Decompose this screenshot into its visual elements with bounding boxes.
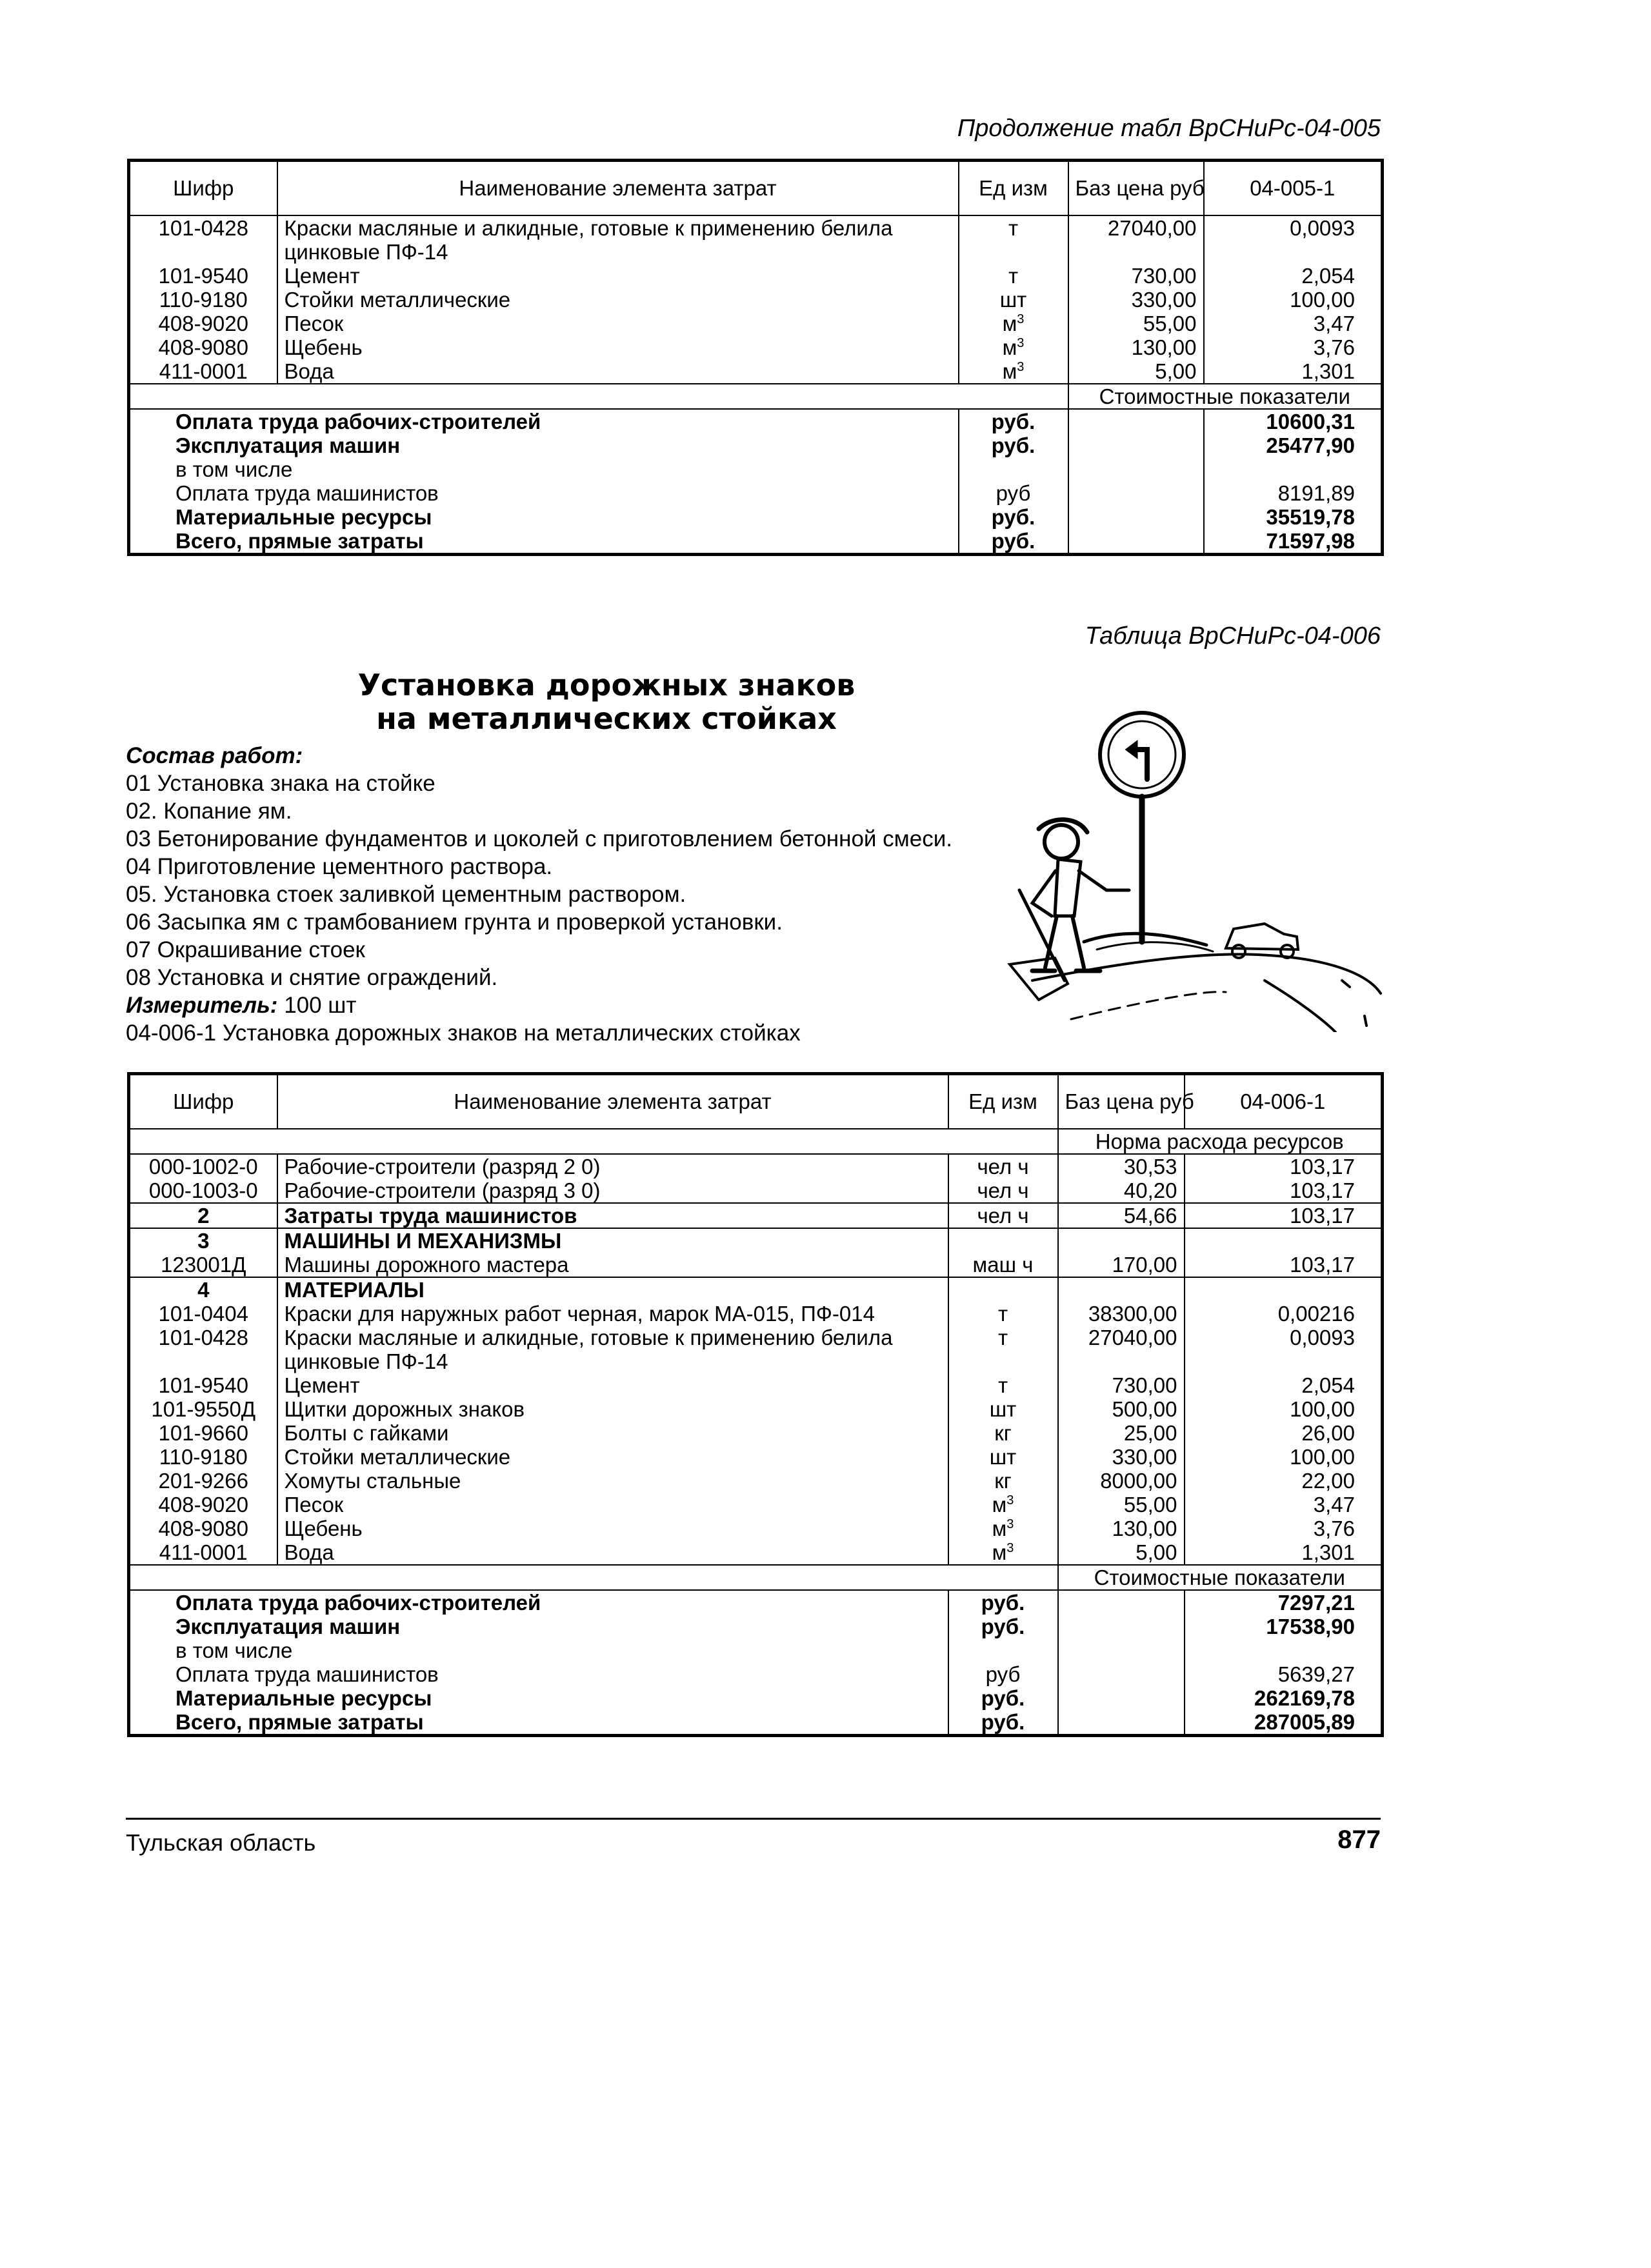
cost-price xyxy=(1058,1590,1185,1615)
value-cell: 103,17 xyxy=(1185,1179,1383,1203)
value-cell: 3,47 xyxy=(1185,1493,1383,1517)
code-cell: 000-1002-0 xyxy=(129,1154,277,1179)
name-cell: Вода xyxy=(277,359,959,384)
unit-cell: $м^3$ xyxy=(959,335,1068,359)
unit-cell: $м^3$ xyxy=(959,359,1068,384)
cost-unit xyxy=(959,457,1068,481)
resource-row xyxy=(129,1397,1383,1421)
header-name: Наименование элемента затрат xyxy=(277,161,959,216)
table-caption: Таблица ВрСНиРс-04-006 xyxy=(1085,622,1381,650)
work-composition xyxy=(126,742,1029,1047)
value-cell: 0,0093 xyxy=(1204,215,1383,264)
cost-price xyxy=(1068,433,1204,457)
name-cell: Хомуты стальные xyxy=(277,1469,948,1493)
cost-value: 17538,90 xyxy=(1185,1615,1383,1638)
resource-row xyxy=(129,264,1383,288)
header-name: Наименование элемента затрат xyxy=(277,1074,948,1129)
code-cell: 408-9080 xyxy=(129,335,277,359)
header-unit: Ед изм xyxy=(948,1074,1058,1129)
value-cell: 100,00 xyxy=(1185,1445,1383,1469)
value-cell: 100,00 xyxy=(1185,1397,1383,1421)
cost-row xyxy=(129,409,1383,433)
unit-cell: $м^3$ xyxy=(948,1517,1058,1540)
unit-cell: $м^3$ xyxy=(948,1493,1058,1517)
price-cell: 5,00 xyxy=(1058,1540,1185,1565)
name-cell: Стойки металлические xyxy=(277,288,959,312)
value-cell: 3,47 xyxy=(1204,312,1383,335)
subheader-spacer xyxy=(129,384,1068,409)
cost-price xyxy=(1058,1686,1185,1710)
resource-row xyxy=(129,335,1383,359)
work-item: 06 Засыпка ям с трамбованием грунта и проверкой установки. xyxy=(126,910,783,935)
value-cell: 22,00 xyxy=(1185,1469,1383,1493)
name-cell: Песок xyxy=(277,1493,948,1517)
cost-name: в том числе xyxy=(129,457,959,481)
price-cell: 500,00 xyxy=(1058,1397,1185,1421)
cost-value xyxy=(1185,1638,1383,1662)
resource-row xyxy=(129,1421,1383,1445)
cost-row xyxy=(129,1662,1383,1686)
unit-cell xyxy=(948,1228,1058,1253)
value-cell xyxy=(1185,1228,1383,1253)
unit-cell: маш ч xyxy=(948,1253,1058,1277)
unit-exponent: 3 xyxy=(1006,1517,1014,1531)
code-cell: 101-0404 xyxy=(129,1302,277,1326)
cost-price xyxy=(1068,481,1204,505)
price-cell: 55,00 xyxy=(1058,1493,1185,1517)
code-cell: 408-9080 xyxy=(129,1517,277,1540)
resource-row xyxy=(129,215,1383,264)
name-cell: Рабочие-строители (разряд 3 0) xyxy=(277,1179,948,1203)
header-code: Шифр xyxy=(129,1074,277,1129)
meter-value: 100 шт xyxy=(284,993,357,1018)
subheader-label: Стоимостные показатели xyxy=(1068,384,1383,409)
price-cell: 54,66 xyxy=(1058,1203,1185,1228)
unit-cell: шт xyxy=(948,1445,1058,1469)
section-code: 2 xyxy=(129,1203,277,1228)
code-cell: 411-0001 xyxy=(129,1540,277,1565)
resource-row xyxy=(129,1326,1383,1373)
unit-exponent: 3 xyxy=(1017,312,1025,326)
unit-cell xyxy=(948,1277,1058,1302)
table-header-row xyxy=(129,161,1383,216)
unit-cell: $м^3$ xyxy=(948,1540,1058,1565)
unit-cell: $м^3$ xyxy=(959,312,1068,335)
price-cell: 30,53 xyxy=(1058,1154,1185,1179)
name-cell: Вода xyxy=(277,1540,948,1565)
value-cell: 26,00 xyxy=(1185,1421,1383,1445)
subheader-spacer xyxy=(129,1565,1058,1590)
cost-row xyxy=(129,505,1383,529)
unit-exponent: 3 xyxy=(1017,336,1025,350)
resource-row xyxy=(129,288,1383,312)
value-cell: 103,17 xyxy=(1185,1253,1383,1277)
price-cell: 40,20 xyxy=(1058,1179,1185,1203)
meter-label: Измеритель: xyxy=(126,993,278,1018)
cost-unit: руб. xyxy=(948,1686,1058,1710)
subheader-label: Норма расхода ресурсов xyxy=(1058,1129,1383,1154)
cost-unit: руб. xyxy=(959,505,1068,529)
header-norm: 04-006-1 xyxy=(1185,1074,1383,1129)
name-cell: Цемент xyxy=(277,264,959,288)
cost-name: Оплата труда машинистов xyxy=(129,481,959,505)
cost-row xyxy=(129,1638,1383,1662)
name-cell: Краски масляные и алкидные, готовые к применению белила цинковые ПФ-14 xyxy=(277,1326,948,1373)
work-item: 03 Бетонирование фундаментов и цоколей с приготовлением бетонной смеси. xyxy=(126,826,952,851)
price-cell: 38300,00 xyxy=(1058,1302,1185,1326)
name-cell: Щитки дорожных знаков xyxy=(277,1397,948,1421)
table-header-row xyxy=(129,1074,1383,1129)
unit-cell: т xyxy=(948,1326,1058,1373)
work-item: 07 Окрашивание стоек xyxy=(126,937,365,962)
resource-row xyxy=(129,1373,1383,1397)
cost-price xyxy=(1068,505,1204,529)
name-cell: Песок xyxy=(277,312,959,335)
work-item: 05. Установка стоек заливкой цементным раствором. xyxy=(126,882,686,907)
cost-row xyxy=(129,1686,1383,1710)
value-cell: 2,054 xyxy=(1204,264,1383,288)
header-code: Шифр xyxy=(129,161,277,216)
price-cell: 27040,00 xyxy=(1058,1326,1185,1373)
value-cell: 1,301 xyxy=(1185,1540,1383,1565)
cost-name: Оплата труда рабочих-строителей xyxy=(129,409,959,433)
cost-unit: руб. xyxy=(959,433,1068,457)
resource-row xyxy=(129,312,1383,335)
cost-unit: руб. xyxy=(948,1710,1058,1736)
cost-table-04-006 xyxy=(127,1072,1384,1737)
name-cell: Щебень xyxy=(277,1517,948,1540)
price-cell: 55,00 xyxy=(1068,312,1204,335)
cost-name: Оплата труда рабочих-строителей xyxy=(129,1590,948,1615)
cost-row xyxy=(129,481,1383,505)
cost-value: 25477,90 xyxy=(1204,433,1383,457)
unit-cell: чел ч xyxy=(948,1154,1058,1179)
subheader-row xyxy=(129,384,1383,409)
sign-disc-icon xyxy=(1100,713,1184,797)
price-cell: 27040,00 xyxy=(1068,215,1204,264)
cost-unit: руб xyxy=(948,1662,1058,1686)
code-cell: 101-0428 xyxy=(129,1326,277,1373)
section-row xyxy=(129,1203,1383,1228)
name-cell: Рабочие-строители (разряд 2 0) xyxy=(277,1154,948,1179)
price-cell: 730,00 xyxy=(1058,1373,1185,1397)
code-cell: 000-1003-0 xyxy=(129,1179,277,1203)
cost-value: 287005,89 xyxy=(1185,1710,1383,1736)
unit-cell: чел ч xyxy=(948,1203,1058,1228)
name-cell: Машины дорожного мастера xyxy=(277,1253,948,1277)
meter-line xyxy=(126,991,1029,1019)
price-cell: 8000,00 xyxy=(1058,1469,1185,1493)
code-cell: 408-9020 xyxy=(129,1493,277,1517)
section-title-line1: Установка дорожных знаков xyxy=(357,668,856,702)
cost-unit xyxy=(948,1638,1058,1662)
price-cell: 130,00 xyxy=(1068,335,1204,359)
code-cell: 101-9540 xyxy=(129,1373,277,1397)
price-cell: 330,00 xyxy=(1058,1445,1185,1469)
cost-unit: руб xyxy=(959,481,1068,505)
price-cell xyxy=(1058,1277,1185,1302)
cost-value: 262169,78 xyxy=(1185,1686,1383,1710)
cost-unit: руб. xyxy=(948,1615,1058,1638)
code-cell: 201-9266 xyxy=(129,1469,277,1493)
unit-cell: т xyxy=(948,1373,1058,1397)
value-cell: 2,054 xyxy=(1185,1373,1383,1397)
footer-divider xyxy=(126,1818,1381,1820)
section-name: Затраты труда машинистов xyxy=(277,1203,948,1228)
cost-price xyxy=(1058,1615,1185,1638)
section-title xyxy=(245,668,968,735)
resource-row xyxy=(129,1253,1383,1277)
cost-row xyxy=(129,433,1383,457)
unit-exponent: 3 xyxy=(1006,1541,1014,1555)
cost-value: 10600,31 xyxy=(1204,409,1383,433)
subheader-label: Стоимостные показатели xyxy=(1058,1565,1383,1590)
cost-price xyxy=(1068,457,1204,481)
section-name: МАТЕРИАЛЫ xyxy=(277,1277,948,1302)
resource-row xyxy=(129,1302,1383,1326)
value-cell: 0,0093 xyxy=(1185,1326,1383,1373)
cost-price xyxy=(1058,1638,1185,1662)
name-cell: Цемент xyxy=(277,1373,948,1397)
price-cell xyxy=(1058,1228,1185,1253)
resource-row xyxy=(129,359,1383,384)
cost-name: в том числе xyxy=(129,1638,948,1662)
unit-cell: чел ч xyxy=(948,1179,1058,1203)
code-cell: 101-9550Д xyxy=(129,1397,277,1421)
section-code: 3 xyxy=(129,1228,277,1253)
value-cell: 0,00216 xyxy=(1185,1302,1383,1326)
code-cell: 101-0428 xyxy=(129,215,277,264)
value-cell: 100,00 xyxy=(1204,288,1383,312)
resource-row xyxy=(129,1493,1383,1517)
unit-cell: шт xyxy=(959,288,1068,312)
cost-name: Эксплуатация машин xyxy=(129,433,959,457)
cost-value: 7297,21 xyxy=(1185,1590,1383,1615)
work-item: 08 Установка и снятие ограждений. xyxy=(126,965,498,990)
item-line: 04-006-1 Установка дорожных знаков на металлических стойках xyxy=(126,1020,801,1046)
resource-row xyxy=(129,1154,1383,1179)
cost-price xyxy=(1058,1662,1185,1686)
cost-row xyxy=(129,1590,1383,1615)
resource-row xyxy=(129,1469,1383,1493)
value-cell: 3,76 xyxy=(1204,335,1383,359)
unit-cell: кг xyxy=(948,1421,1058,1445)
code-cell: 110-9180 xyxy=(129,1445,277,1469)
unit-cell: кг xyxy=(948,1469,1058,1493)
cost-price xyxy=(1068,409,1204,433)
resource-row xyxy=(129,1517,1383,1540)
code-cell: 101-9660 xyxy=(129,1421,277,1445)
name-cell: Щебень xyxy=(277,335,959,359)
section-code: 4 xyxy=(129,1277,277,1302)
work-item: 02. Копание ям. xyxy=(126,799,292,824)
cost-row xyxy=(129,529,1383,555)
worker-head-icon xyxy=(1045,825,1078,859)
unit-cell: т xyxy=(948,1302,1058,1326)
code-cell: 101-9540 xyxy=(129,264,277,288)
header-price: Баз цена руб xyxy=(1068,161,1204,216)
cost-value: 35519,78 xyxy=(1204,505,1383,529)
work-item: 01 Установка знака на стойке xyxy=(126,771,435,796)
subheader-row xyxy=(129,1129,1383,1154)
code-cell: 408-9020 xyxy=(129,312,277,335)
work-list xyxy=(126,770,1029,991)
unit-exponent: 3 xyxy=(1017,360,1025,374)
code-cell: 411-0001 xyxy=(129,359,277,384)
cost-name: Оплата труда машинистов xyxy=(129,1662,948,1686)
work-item: 04 Приготовление цементного раствора. xyxy=(126,854,553,879)
cost-table-04-005 xyxy=(127,159,1384,556)
cost-price xyxy=(1058,1710,1185,1736)
price-cell: 130,00 xyxy=(1058,1517,1185,1540)
road-sign-illustration xyxy=(994,697,1387,1032)
cost-name: Эксплуатация машин xyxy=(129,1615,948,1638)
page-number: 877 xyxy=(1337,1825,1381,1854)
cost-row xyxy=(129,1615,1383,1638)
subheader-spacer xyxy=(129,1129,1058,1154)
resource-row xyxy=(129,1179,1383,1203)
price-cell: 25,00 xyxy=(1058,1421,1185,1445)
value-cell: 103,17 xyxy=(1185,1154,1383,1179)
code-cell: 110-9180 xyxy=(129,288,277,312)
cost-name: Всего, прямые затраты xyxy=(129,1710,948,1736)
cost-price xyxy=(1068,529,1204,555)
header-price: Баз цена руб xyxy=(1058,1074,1185,1129)
section-row xyxy=(129,1277,1383,1302)
cost-value: 5639,27 xyxy=(1185,1662,1383,1686)
resource-row xyxy=(129,1540,1383,1565)
cost-unit: руб. xyxy=(948,1590,1058,1615)
price-cell: 330,00 xyxy=(1068,288,1204,312)
cost-value: 71597,98 xyxy=(1204,529,1383,555)
unit-exponent: 3 xyxy=(1006,1493,1014,1507)
value-cell xyxy=(1185,1277,1383,1302)
value-cell: 1,301 xyxy=(1204,359,1383,384)
code-cell: 123001Д xyxy=(129,1253,277,1277)
cost-name: Материальные ресурсы xyxy=(129,1686,948,1710)
name-cell: Краски масляные и алкидные, готовые к применению белила цинковые ПФ-14 xyxy=(277,215,959,264)
cost-name: Всего, прямые затраты xyxy=(129,529,959,555)
price-cell: 730,00 xyxy=(1068,264,1204,288)
unit-cell: т xyxy=(959,215,1068,264)
name-cell: Краски для наружных работ черная, марок МА-015, ПФ-014 xyxy=(277,1302,948,1326)
continuation-caption: Продолжение табл ВрСНиРс-04-005 xyxy=(957,115,1381,142)
price-cell: 5,00 xyxy=(1068,359,1204,384)
section-row xyxy=(129,1228,1383,1253)
unit-cell: т xyxy=(959,264,1068,288)
footer-region: Тульская область xyxy=(126,1829,316,1856)
cost-value xyxy=(1204,457,1383,481)
value-cell: 103,17 xyxy=(1185,1203,1383,1228)
work-label: Состав работ: xyxy=(126,743,303,768)
header-unit: Ед изм xyxy=(959,161,1068,216)
unit-cell: шт xyxy=(948,1397,1058,1421)
cost-name: Материальные ресурсы xyxy=(129,505,959,529)
subheader-row xyxy=(129,1565,1383,1590)
header-norm: 04-005-1 xyxy=(1204,161,1383,216)
cost-unit: руб. xyxy=(959,409,1068,433)
resource-row xyxy=(129,1445,1383,1469)
cost-unit: руб. xyxy=(959,529,1068,555)
value-cell: 3,76 xyxy=(1185,1517,1383,1540)
name-cell: Стойки металлические xyxy=(277,1445,948,1469)
cost-row xyxy=(129,1710,1383,1736)
price-cell: 170,00 xyxy=(1058,1253,1185,1277)
cost-value: 8191,89 xyxy=(1204,481,1383,505)
section-name: МАШИНЫ И МЕХАНИЗМЫ xyxy=(277,1228,948,1253)
section-title-line2: на металлических стойках xyxy=(376,701,837,736)
cost-row xyxy=(129,457,1383,481)
name-cell: Болты с гайками xyxy=(277,1421,948,1445)
